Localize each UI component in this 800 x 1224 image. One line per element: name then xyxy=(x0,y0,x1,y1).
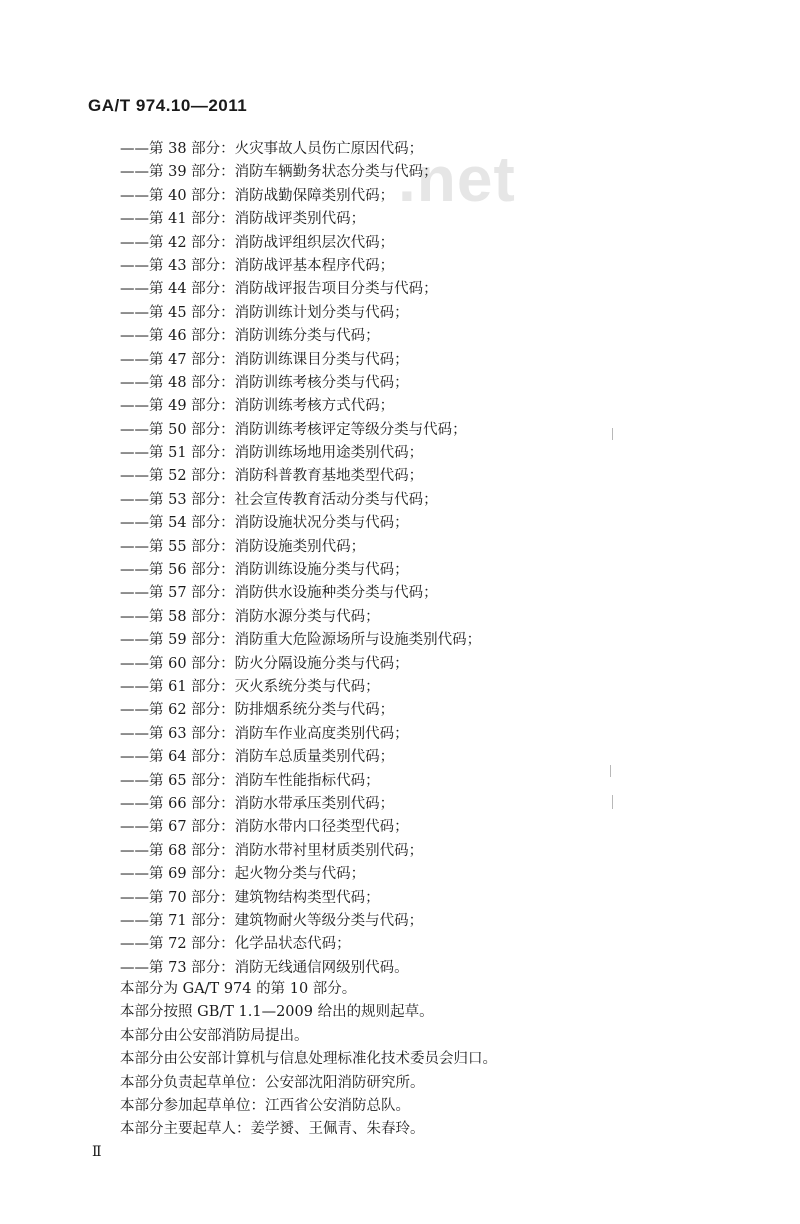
scan-mark xyxy=(610,765,611,777)
list-item: ——第 59 部分：消防重大危险源场所与设施类别代码； xyxy=(120,632,482,649)
list-item: ——第 40 部分：消防战勤保障类别代码； xyxy=(120,187,395,204)
foreword-paragraphs xyxy=(120,978,497,1142)
list-item: ——第 55 部分：消防设施类别代码； xyxy=(120,538,366,555)
list-item: ——第 71 部分：建筑物耐火等级分类与代码； xyxy=(120,912,424,929)
list-item: ——第 61 部分：灭火系统分类与代码； xyxy=(120,678,380,695)
list-item: ——第 52 部分：消防科普教育基地类型代码； xyxy=(120,468,424,485)
watermark: .net xyxy=(398,143,516,215)
list-item: ——第 47 部分：消防训练课目分类与代码； xyxy=(120,351,409,368)
page-number: Ⅱ xyxy=(92,1144,102,1160)
paragraph: 本部分按照 GB/T 1.1—2009 给出的规则起草。 xyxy=(120,1004,434,1021)
list-item: ——第 56 部分：消防训练设施分类与代码； xyxy=(120,562,409,579)
list-item: ——第 48 部分：消防训练考核分类与代码； xyxy=(120,374,409,391)
list-item: ——第 66 部分：消防水带承压类别代码； xyxy=(120,795,395,812)
scan-mark xyxy=(612,428,613,440)
list-item: ——第 58 部分：消防水源分类与代码； xyxy=(120,608,380,625)
list-item: ——第 68 部分：消防水带衬里材质类别代码； xyxy=(120,842,424,859)
list-item: ——第 67 部分：消防水带内口径类型代码； xyxy=(120,819,409,836)
paragraph: 本部分主要起草人：姜学赟、王佩青、朱春玲。 xyxy=(120,1121,425,1138)
list-item: ——第 72 部分：化学品状态代码； xyxy=(120,936,351,953)
list-item: ——第 60 部分：防火分隔设施分类与代码； xyxy=(120,655,409,672)
list-item: ——第 57 部分：消防供水设施种类分类与代码； xyxy=(120,585,438,602)
paragraph: 本部分为 GA/T 974 的第 10 部分。 xyxy=(120,981,357,997)
list-item: ——第 41 部分：消防战评类别代码； xyxy=(120,211,366,228)
parts-list xyxy=(120,138,481,980)
list-item: ——第 53 部分：社会宣传教育活动分类与代码； xyxy=(120,491,438,508)
list-item: ——第 50 部分：消防训练考核评定等级分类与代码； xyxy=(120,421,467,438)
scan-mark xyxy=(612,795,613,809)
list-item: ——第 51 部分：消防训练场地用途类别代码； xyxy=(120,445,424,462)
list-item: ——第 44 部分：消防战评报告项目分类与代码； xyxy=(120,281,438,298)
list-item: ——第 38 部分：火灾事故人员伤亡原因代码； xyxy=(120,141,424,157)
list-item: ——第 54 部分：消防设施状况分类与代码； xyxy=(120,515,409,532)
paragraph: 本部分由公安部计算机与信息处理标准化技术委员会归口。 xyxy=(120,1051,497,1068)
list-item: ——第 46 部分：消防训练分类与代码； xyxy=(120,328,380,345)
paragraph: 本部分负责起草单位：公安部沈阳消防研究所。 xyxy=(120,1074,425,1091)
list-item: ——第 43 部分：消防战评基本程序代码； xyxy=(120,257,395,274)
list-item: ——第 73 部分：消防无线通信网级别代码。 xyxy=(120,959,409,976)
list-item: ——第 39 部分：消防车辆勤务状态分类与代码； xyxy=(120,164,438,181)
list-item: ——第 45 部分：消防训练计划分类与代码； xyxy=(120,304,409,321)
list-item: ——第 63 部分：消防车作业高度类别代码； xyxy=(120,725,409,742)
list-item: ——第 42 部分：消防战评组织层次代码； xyxy=(120,234,395,251)
standard-code-header: GA/T 974.10—2011 xyxy=(88,96,248,115)
list-item: ——第 62 部分：防排烟系统分类与代码； xyxy=(120,702,395,719)
list-item: ——第 65 部分：消防车性能指标代码； xyxy=(120,772,380,789)
paragraph: 本部分由公安部消防局提出。 xyxy=(120,1027,309,1044)
list-item: ——第 64 部分：消防车总质量类别代码； xyxy=(120,749,395,766)
list-item: ——第 70 部分：建筑物结构类型代码； xyxy=(120,889,380,906)
paragraph: 本部分参加起草单位：江西省公安消防总队。 xyxy=(120,1097,410,1114)
list-item: ——第 69 部分：起火物分类与代码； xyxy=(120,866,366,883)
list-item: ——第 49 部分：消防训练考核方式代码； xyxy=(120,398,395,415)
